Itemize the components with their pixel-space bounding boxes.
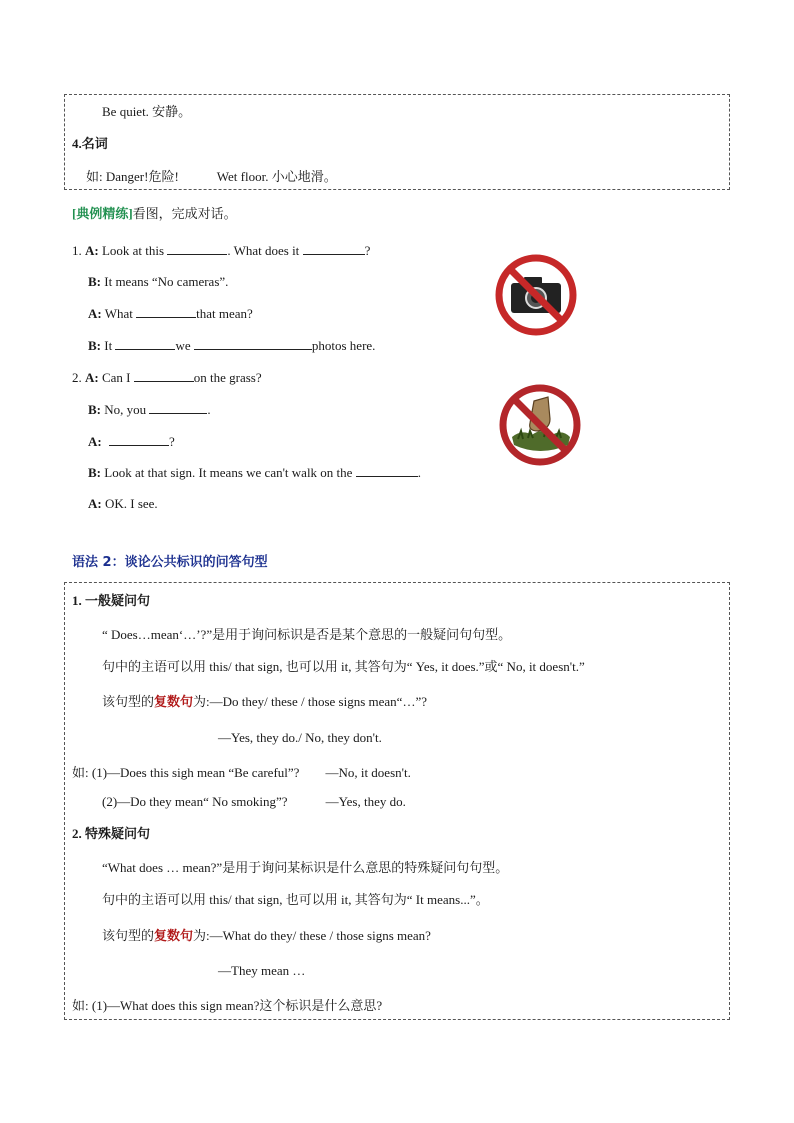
answer-blank[interactable] <box>149 401 207 414</box>
answer-blank[interactable] <box>194 337 312 350</box>
answer-blank[interactable] <box>356 464 418 477</box>
grammar2-title: 语法 2：谈论公共标识的问答句型 <box>72 555 268 570</box>
section1-p3: 该句型的复数句为:—Do they/ these / those signs mean“…”? <box>102 694 427 709</box>
noun-examples: 如: Danger!危险! Wet floor. 小心地滑。 <box>86 169 337 184</box>
section2-example1: 如: (1)—What does this sign mean?这个标识是什么意思? <box>72 998 383 1013</box>
dialogue2-line1: 2. A: Can I on the grass? <box>72 370 262 385</box>
answer-blank[interactable] <box>115 337 175 350</box>
dialogue2-line4: B: Look at that sign. It means we can't walk on the . <box>88 465 421 480</box>
section1-p2: 句中的主语可以用 this/ that sign, 也可以用 it, 其答句为“ Yes, it does.”或“ No, it doesn't.” <box>102 659 585 674</box>
section1-p4: —Yes, they do./ No, they don't. <box>218 730 382 745</box>
answer-blank[interactable] <box>303 242 365 255</box>
answer-blank[interactable] <box>136 305 196 318</box>
dialogue2-line5: A: OK. I see. <box>88 496 158 511</box>
section1-example2: (2)—Do they mean“ No smoking”? —Yes, they do. <box>102 794 406 809</box>
section1-p1: “ Does…mean‘…’?”是用于询问标识是否是某个意思的一般疑问句句型。 <box>102 627 512 642</box>
section2-p3: 该句型的复数句为:—What do they/ these / those signs mean? <box>102 928 431 943</box>
section2-p4: —They mean … <box>218 963 306 978</box>
dialogue2-line2: B: No, you . <box>88 402 211 417</box>
section2-heading: 2. 特殊疑问句 <box>72 826 151 841</box>
dialogue2-line3: A: ? <box>88 434 175 449</box>
dialogue1-line1: 1. A: Look at this . What does it ? <box>72 243 371 258</box>
section1-heading: 1. 一般疑问句 <box>72 593 151 608</box>
dialogue1-line4: B: It we photos here. <box>88 338 376 353</box>
no-camera-sign-icon <box>494 253 578 337</box>
no-walking-on-grass-sign-icon <box>498 383 582 467</box>
answer-blank[interactable] <box>109 433 169 446</box>
be-quiet-line: Be quiet. 安静。 <box>102 104 192 119</box>
section1-example1: 如: (1)—Does this sigh mean “Be careful”? —No, it doesn't. <box>72 765 411 780</box>
answer-blank[interactable] <box>167 242 227 255</box>
dialogue1-line3: A: What that mean? <box>88 306 253 321</box>
section2-p2: 句中的主语可以用 this/ that sign, 也可以用 it, 其答句为“ It means...”。 <box>102 892 489 907</box>
practice-heading: [典例精练]看图，完成对话。 <box>72 206 237 221</box>
answer-blank[interactable] <box>134 369 194 382</box>
section2-p1: “What does … mean?”是用于询问某标识是什么意思的特殊疑问句句型。 <box>102 860 509 875</box>
dialogue1-line2: B: It means “No cameras”. <box>88 274 229 289</box>
noun-heading: 4.名词 <box>72 136 108 151</box>
